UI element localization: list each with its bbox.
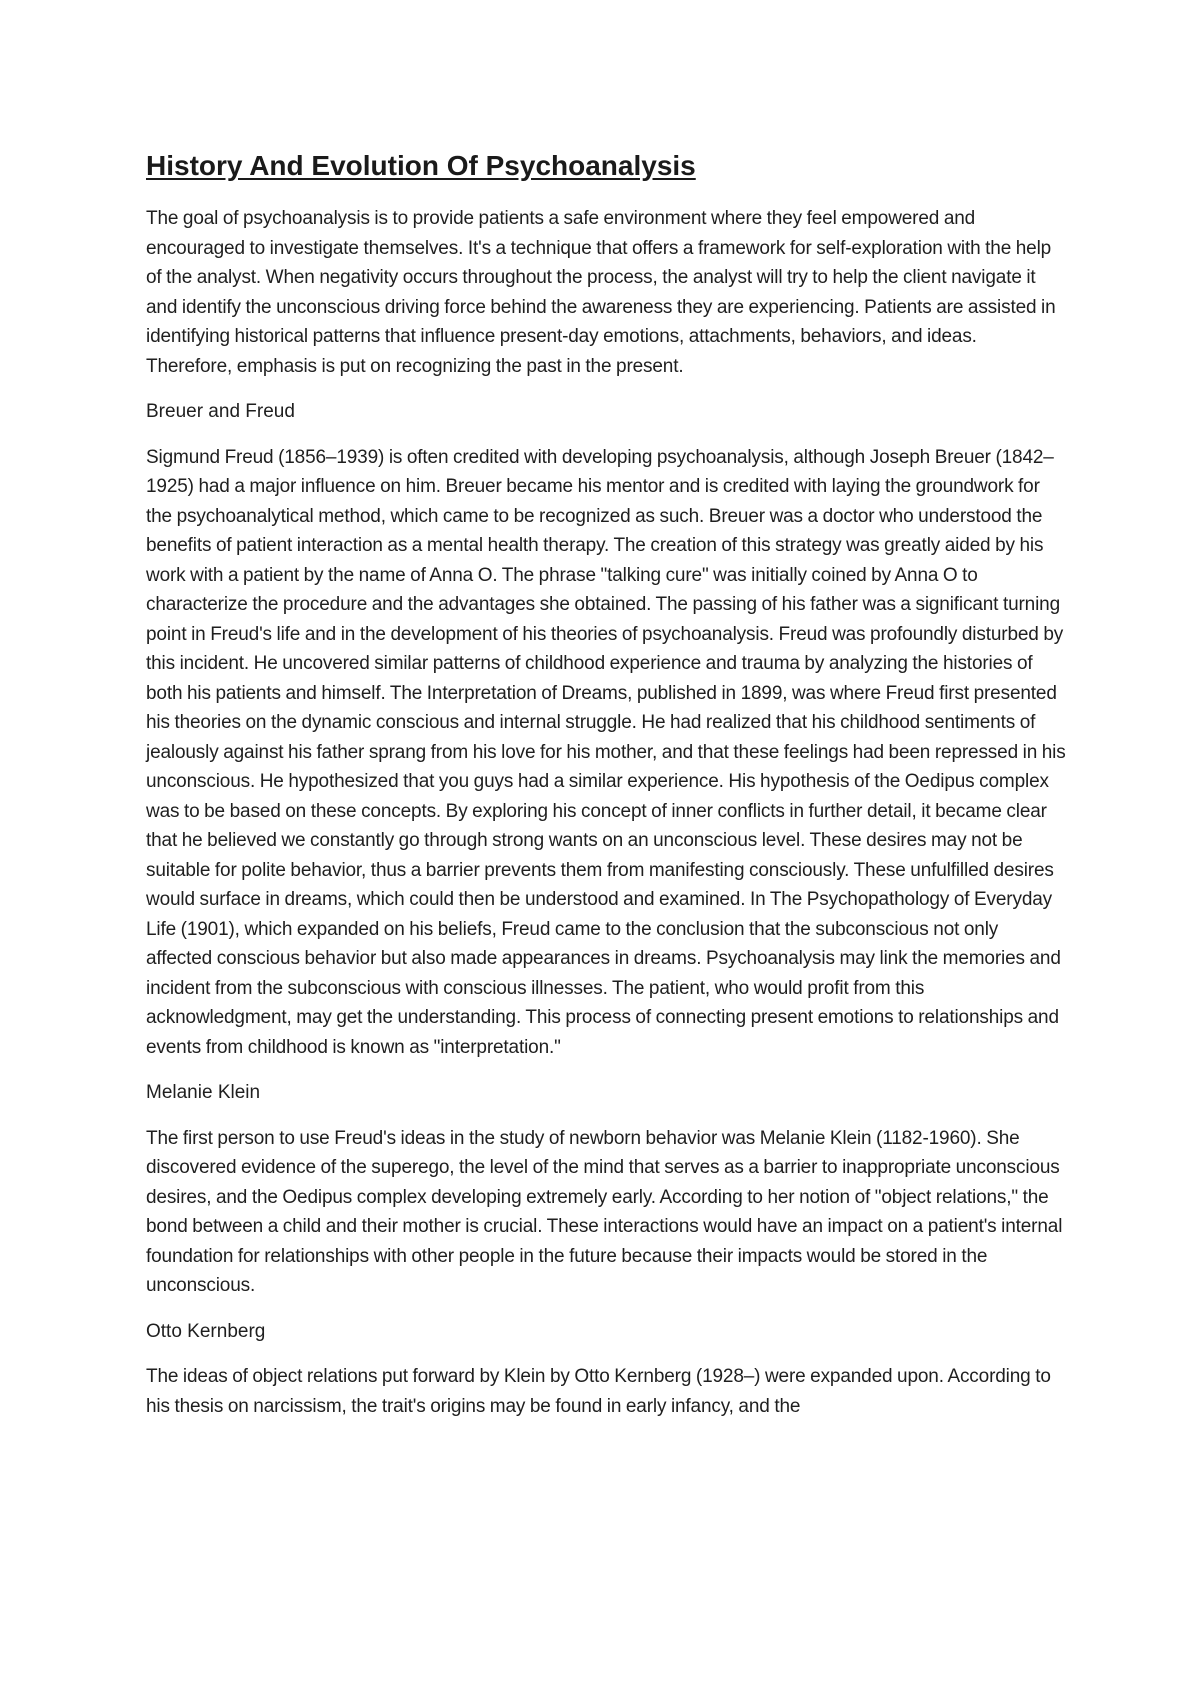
section-heading-breuer-and-freud: Breuer and Freud bbox=[146, 401, 295, 422]
section-paragraph-breuer-and-freud: Sigmund Freud (1856–1939) is often credited with developing psychoanalysis, although Joseph Breuer (1842–1925) had a major influence on him. Breuer became his mentor and is credited with laying the groundwork for the psychoanalytical method, which came to be recognized as such. Breuer was a doctor who understood the benefits of patient interaction as a mental health therapy. The creation of this strategy was greatly aided by his work with a patient by the name of Anna O. The phrase "talking cure" was initially coined by Anna O to characterize the procedure and the advantages she obtained. The passing of his father was a significant turning point in Freud's life and in the development of his theories of psychoanalysis. Freud was profoundly disturbed by this incident. He uncovered similar patterns of childhood experience and trauma by analyzing the histories of both his patients and himself. The Interpretation of Dreams, published in 1899, was where Freud first presented his theories on the dynamic conscious and internal struggle. He had realized that his childhood sentiments of jealously against his father sprang from his love for his mother, and that these feelings had been repressed in his unconscious. He hypothesized that you guys had a similar experience. His hypothesis of the Oedipus complex was to be based on these concepts. By exploring his concept of inner conflicts in further detail, it became clear that he believed we constantly go through strong wants on an unconscious level. These desires may not be suitable for polite behavior, thus a barrier prevents them from manifesting consciously. These unfulfilled desires would surface in dreams, which could then be understood and examined. In The Psychopathology of Everyday Life (1901), which expanded on his beliefs, Freud came to the conclusion that the subconscious not only affected conscious behavior but also made appearances in dreams. Psychoanalysis may link the memories and incident from the subconscious with conscious illnesses. The patient, who would profit from this acknowledgment, may get the understanding. This process of connecting present emotions to relationships and events from childhood is known as "interpretation." bbox=[146, 446, 1066, 1058]
document-title: History And Evolution Of Psychoanalysis bbox=[146, 150, 696, 181]
document-body bbox=[146, 148, 1066, 1437]
section-heading-melanie-klein: Melanie Klein bbox=[146, 1082, 261, 1103]
section-paragraph-melanie-klein: The first person to use Freud's ideas in the study of newborn behavior was Melanie Klein (1182-1960). She discovered evidence of the superego, the level of the mind that serves as a barrier to inappropriate unconscious desires, and the Oedipus complex developing extremely early. According to her notion of "object relations," the bond between a child and their mother is crucial. These interactions would have an impact on a patient's internal foundation for relationships with other people in the future because their impacts would be stored in the unconscious. bbox=[146, 1127, 1063, 1296]
section-paragraph-otto-kernberg: The ideas of object relations put forward by Klein by Otto Kernberg (1928–) were expanded upon. According to his thesis on narcissism, the trait's origins may be found in early infancy, and the bbox=[146, 1366, 1051, 1417]
section-heading-otto-kernberg: Otto Kernberg bbox=[146, 1320, 266, 1342]
intro-paragraph: The goal of psychoanalysis is to provide patients a safe environment where they feel empowered and encouraged to investigate themselves. It's a technique that offers a framework for self-exploration with the help of the analyst. When negativity occurs throughout the process, the analyst will try to help the client navigate it and identify the unconscious driving force behind the awareness they are experiencing. Patients are assisted in identifying historical patterns that influence present-day emotions, attachments, behaviors, and ideas. Therefore, emphasis is put on recognizing the past in the present. bbox=[146, 208, 1056, 377]
